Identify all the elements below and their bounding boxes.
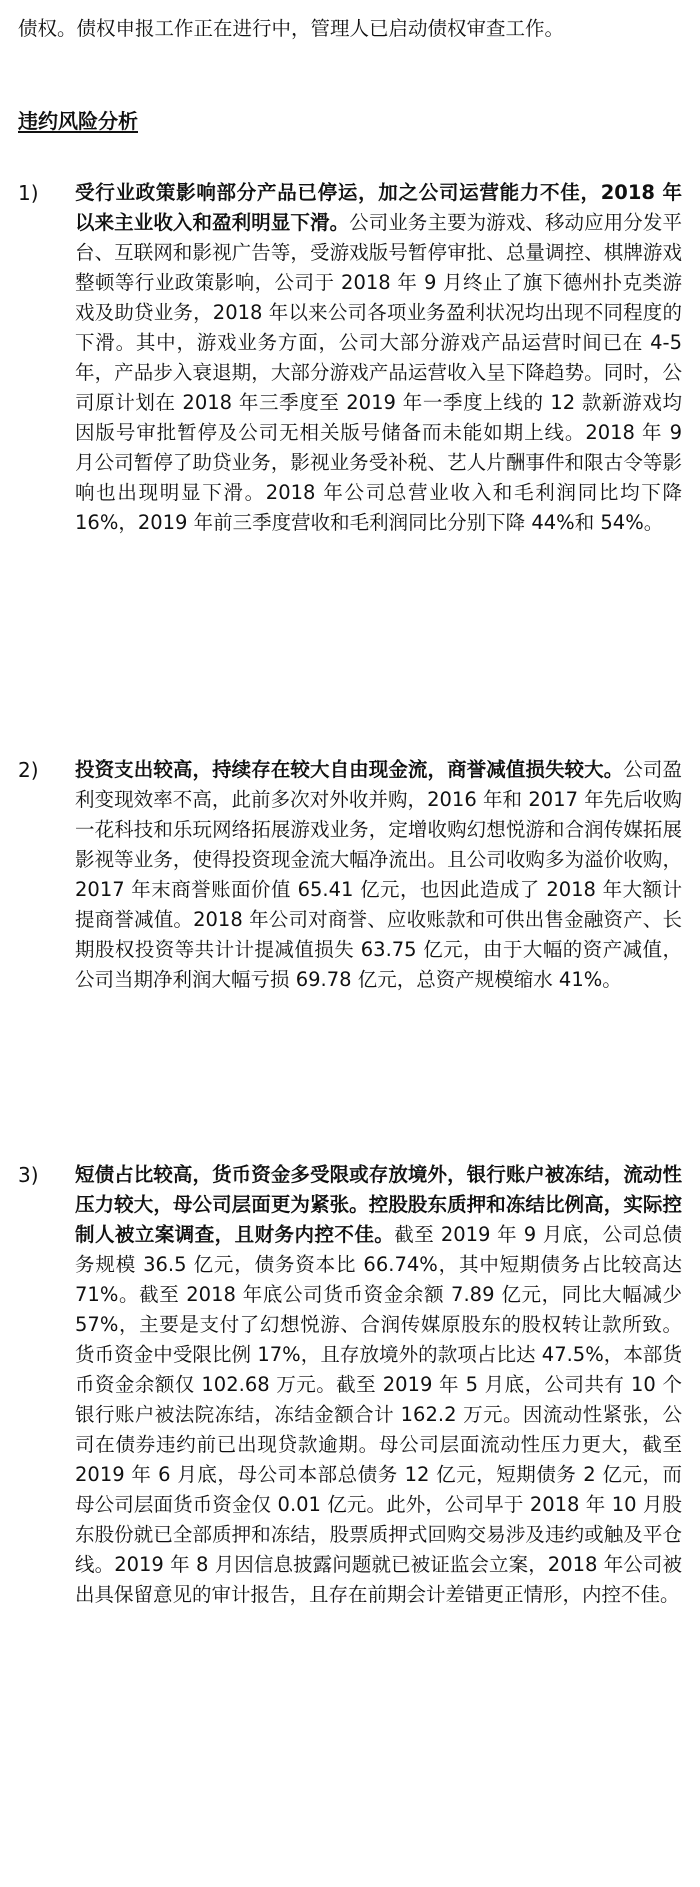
item-bold-lead: 受行业政策影响部分产品已停运，加之公司运营能力不佳，2018 年以来主业收入和盈利明显下滑。 xyxy=(75,181,682,234)
item-bold-lead: 短债占比较高，货币资金多受限或存放境外，银行账户被冻结，流动性压力较大，母公司层面更为紧张。控股股东质押和冻结比例高，实际控制人被立案调查，且财务内控不佳。 xyxy=(75,1163,682,1246)
item-detail-text: 公司业务主要为游戏、移动应用分发平台、互联网和影视广告等，受游戏版号暂停审批、总量调控、棋牌游戏整顿等行业政策影响，公司于 2018 年 9 月终止了旗下德州扑克类游戏及助贷业务，2018 年以来公司各项业务盈利状况均出现不同程度的下滑。其中，游戏业务方面，公司大部分游戏产品运营时间已在 4-5 年，产品步入衰退期，大部分游戏产品运营收入呈下降趋势。同时，公司原计划在 2018 年三季度至 2019 年一季度上线的 12 款新游戏均因版号审批暂停及公司无相关版号储备而未能如期上线。2018 年 9 月公司暂停了助贷业务，影视业务受补税、艺人片酬事件和限古令等影响也出现明显下滑。2018 年公司总营业收入和毛利润同比均下降 16%，2019 年前三季度营收和毛利润同比分别下降 44%和 54%。 xyxy=(75,211,682,534)
item-body xyxy=(75,755,682,995)
item-body xyxy=(75,178,682,538)
item-bold-lead: 投资支出较高，持续存在较大自由现金流，商誉减值损失较大。 xyxy=(75,758,624,781)
item-number: 3) xyxy=(18,1163,39,1187)
intro-paragraph: 债权。债权申报工作正在进行中，管理人已启动债权审查工作。 xyxy=(18,17,565,40)
item-body xyxy=(75,1160,682,1610)
item-detail-text: 公司盈利变现效率不高，此前多次对外收并购，2016 年和 2017 年先后收购一花科技和乐玩网络拓展游戏业务，定增收购幻想悦游和合润传媒拓展影视等业务，使得投资现金流大幅净流出。且公司收购多为溢价收购，2017 年末商誉账面价值 65.41 亿元，也因此造成了 2018 年大额计提商誉减值。2018 年公司对商誉、应收账款和可供出售金融资产、长期股权投资等共计计提减值损失 63.75 亿元，由于大幅的资产减值，公司当期净利润大幅亏损 69.78 亿元，总资产规模缩水 41%。 xyxy=(75,758,682,991)
section-heading: 违约风险分析 xyxy=(18,109,138,133)
item-detail-text: 截至 2019 年 9 月底，公司总债务规模 36.5 亿元，债务资本比 66.74%，其中短期债务占比较高达 71%。截至 2018 年底公司货币资金余额 7.89 亿元，同比大幅减少 57%，主要是支付了幻想悦游、合润传媒原股东的股权转让款所致。货币资金中受限比例 17%，且存放境外的款项占比达 47.5%，本部货币资金余额仅 102.68 万元。截至 2019 年 5 月底，公司共有 10 个银行账户被法院冻结，冻结金额合计 162.2 万元。因流动性紧张，公司在债券违约前已出现贷款逾期。母公司层面流动性压力更大，截至 2019 年 6 月底，母公司本部总债务 12 亿元，短期债务 2 亿元，而母公司层面货币资金仅 0.01 亿元。此外，公司早于 2018 年 10 月股东股份就已全部质押和冻结，股票质押式回购交易涉及违约或触及平仓线。2019 年 8 月因信息披露问题就已被证监会立案，2018 年公司被出具保留意见的审计报告，且存在前期会计差错更正情形，内控不佳。 xyxy=(75,1223,682,1606)
item-number: 2) xyxy=(18,758,39,782)
item-number: 1) xyxy=(18,181,39,205)
